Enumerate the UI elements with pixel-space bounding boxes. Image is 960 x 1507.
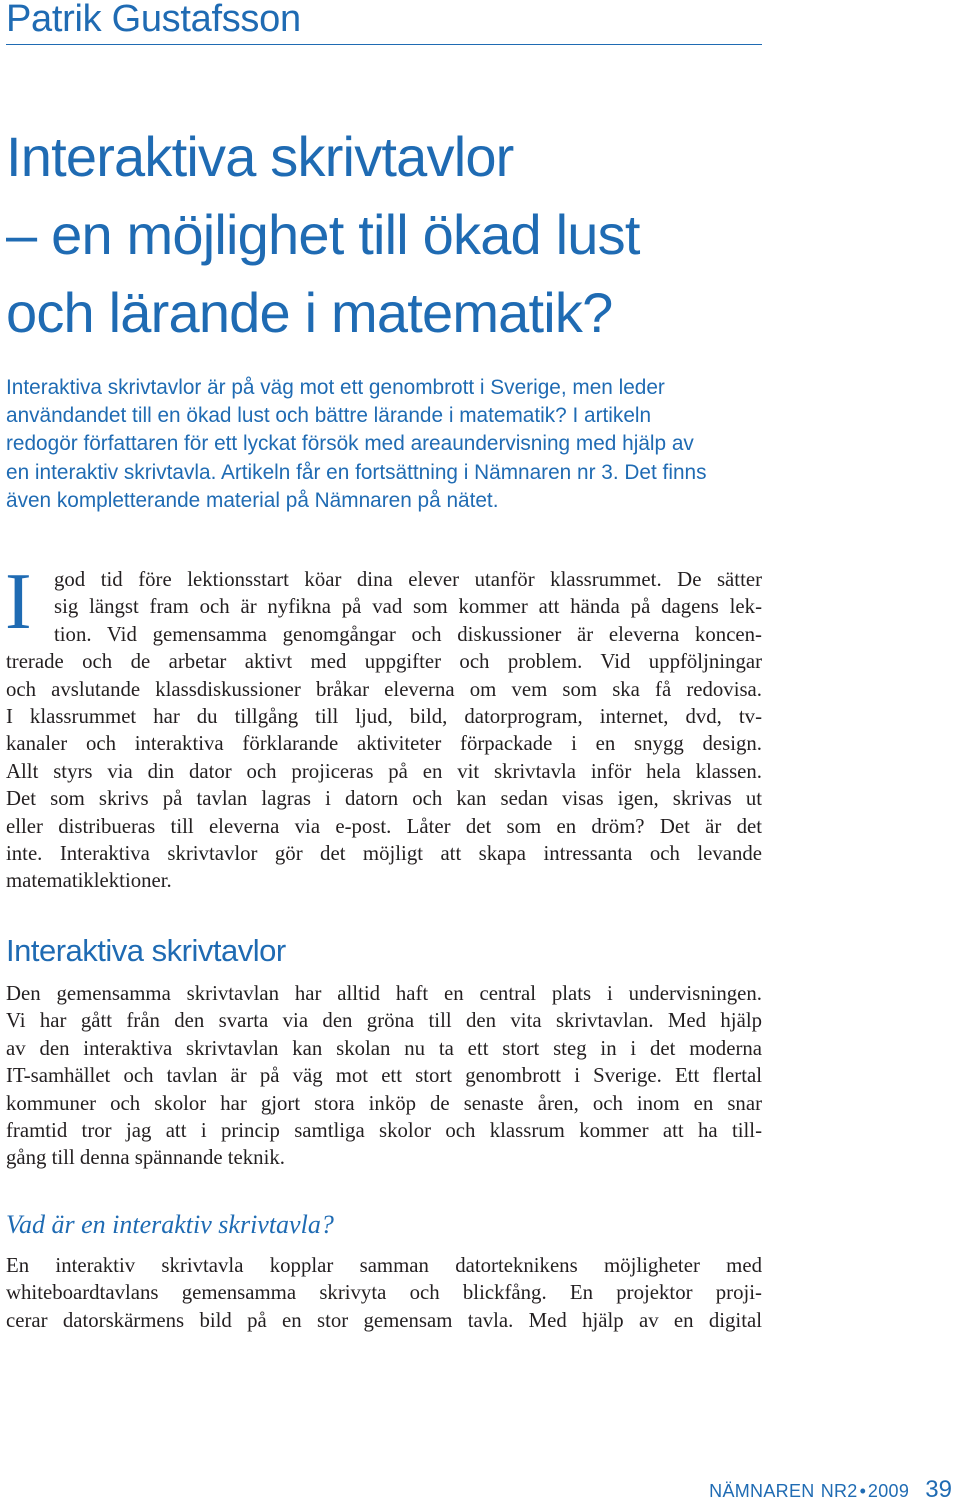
lead-line: användandet till en ökad lust och bättre lärande i matematik? I artikeln	[6, 404, 652, 428]
drop-cap: I	[5, 558, 32, 646]
paragraph-line: En interaktiv skrivtavla kopplar samman datorteknikens möjligheter med	[6, 1254, 762, 1277]
article-title	[6, 118, 640, 352]
paragraph-line: I klassrummet har du tillgång till ljud, bild, datorprogram, internet, dvd, tv-	[6, 705, 762, 729]
paragraph-line: tion. Vid gemensamma genomgångar och diskussioner är eleverna koncen-	[54, 622, 762, 646]
issue-year: 2009	[867, 1481, 910, 1501]
issue-number: NR2	[820, 1481, 858, 1501]
paragraph-line: matematiklektioner.	[6, 869, 172, 893]
paragraph-line: av den interaktiva skrivtavlan kan skolan nu ta ett stort steg in i det moderna	[6, 1036, 762, 1060]
section-heading: Interaktiva skrivtavlor	[6, 933, 286, 968]
paragraph-line: inte. Interaktiva skrivtavlor gör det möjligt att skapa intressanta och levande	[6, 842, 762, 866]
subsection-heading: Vad är en interaktiv skrivtavla?	[6, 1210, 334, 1239]
paragraph-line: god tid före lektionsstart köar dina elever utanför klassrummet. De sätter	[54, 568, 762, 591]
paragraph-line: gång till denna spännande teknik.	[6, 1146, 285, 1170]
lead-line: en interaktiv skrivtavla. Artikeln får en fortsättning i Nämnaren nr 3. Det finns	[6, 460, 707, 484]
page-footer	[709, 1476, 952, 1504]
paragraph-line: Det som skrivs på tavlan lagras i datorn och kan sedan visas igen, skrivas ut	[6, 787, 762, 811]
section-paragraph	[6, 980, 762, 1172]
title-line: Interaktiva skrivtavlor	[6, 125, 514, 188]
paragraph-line: kanaler och interaktiva förklarande aktiviteter förpackade i en snygg design.	[6, 732, 762, 756]
paragraph-line: och avslutande klassdiskussioner bråkar eleverna om vem som ska få redovisa.	[6, 677, 762, 701]
paragraph-line: kommuner och skolor har gjort stora inköp de senaste åren, och inom en snar	[6, 1091, 762, 1115]
author-divider	[6, 44, 762, 45]
lead-line: redogör författaren för ett lyckat försök med areaundervisning med hjälp av	[6, 432, 694, 456]
title-line: – en möjlighet till ökad lust	[6, 203, 640, 266]
title-line: och lärande i matematik?	[6, 281, 613, 344]
paragraph-line: whiteboardtavlans gemensamma skrivyta och blickfång. En projektor proji-	[6, 1281, 762, 1305]
paragraph-line: trerade och de arbetar aktivt med uppgifter och problem. Vid uppföljningar	[6, 650, 762, 674]
paragraph-line: Allt styrs via din dator och projiceras på en vit skrivtavla inför hela klassen.	[6, 759, 762, 783]
paragraph-line: framtid tror jag att i princip samtliga skolor och klassrum kommer att ha till-	[6, 1119, 762, 1143]
paragraph-line: cerar datorskärmens bild på en stor gemensam tavla. Med hjälp av en digital	[6, 1308, 762, 1332]
paragraph-line: Vi har gått från den svarta via den gröna till den vita skrivtavlan. Med hjälp	[6, 1009, 762, 1033]
magazine-name: NÄMNAREN	[709, 1481, 815, 1501]
subsection-paragraph	[6, 1252, 762, 1334]
paragraph-line: sig längst fram och är nyfikna på vad som kommer att hända på dagens lek-	[54, 595, 762, 619]
intro-paragraph	[6, 566, 762, 895]
lead-line: Interaktiva skrivtavlor är på väg mot ett genombrott i Sverige, men leder	[6, 376, 665, 399]
paragraph-line: IT-samhället och tavlan är på väg mot ett stort genombrott i Sverige. Ett flertal	[6, 1064, 762, 1088]
page-number: 39	[925, 1476, 952, 1503]
author-name: Patrik Gustafsson	[6, 0, 301, 40]
separator-dot-icon: •	[859, 1481, 866, 1501]
paragraph-line: eller distribueras till eleverna via e-post. Låter det som en dröm? Det är det	[6, 814, 762, 838]
article-lead	[6, 374, 766, 515]
lead-line: även kompletterande material på Nämnaren på nätet.	[6, 488, 499, 512]
paragraph-line: Den gemensamma skrivtavlan har alltid haft en central plats i undervisningen.	[6, 982, 762, 1005]
